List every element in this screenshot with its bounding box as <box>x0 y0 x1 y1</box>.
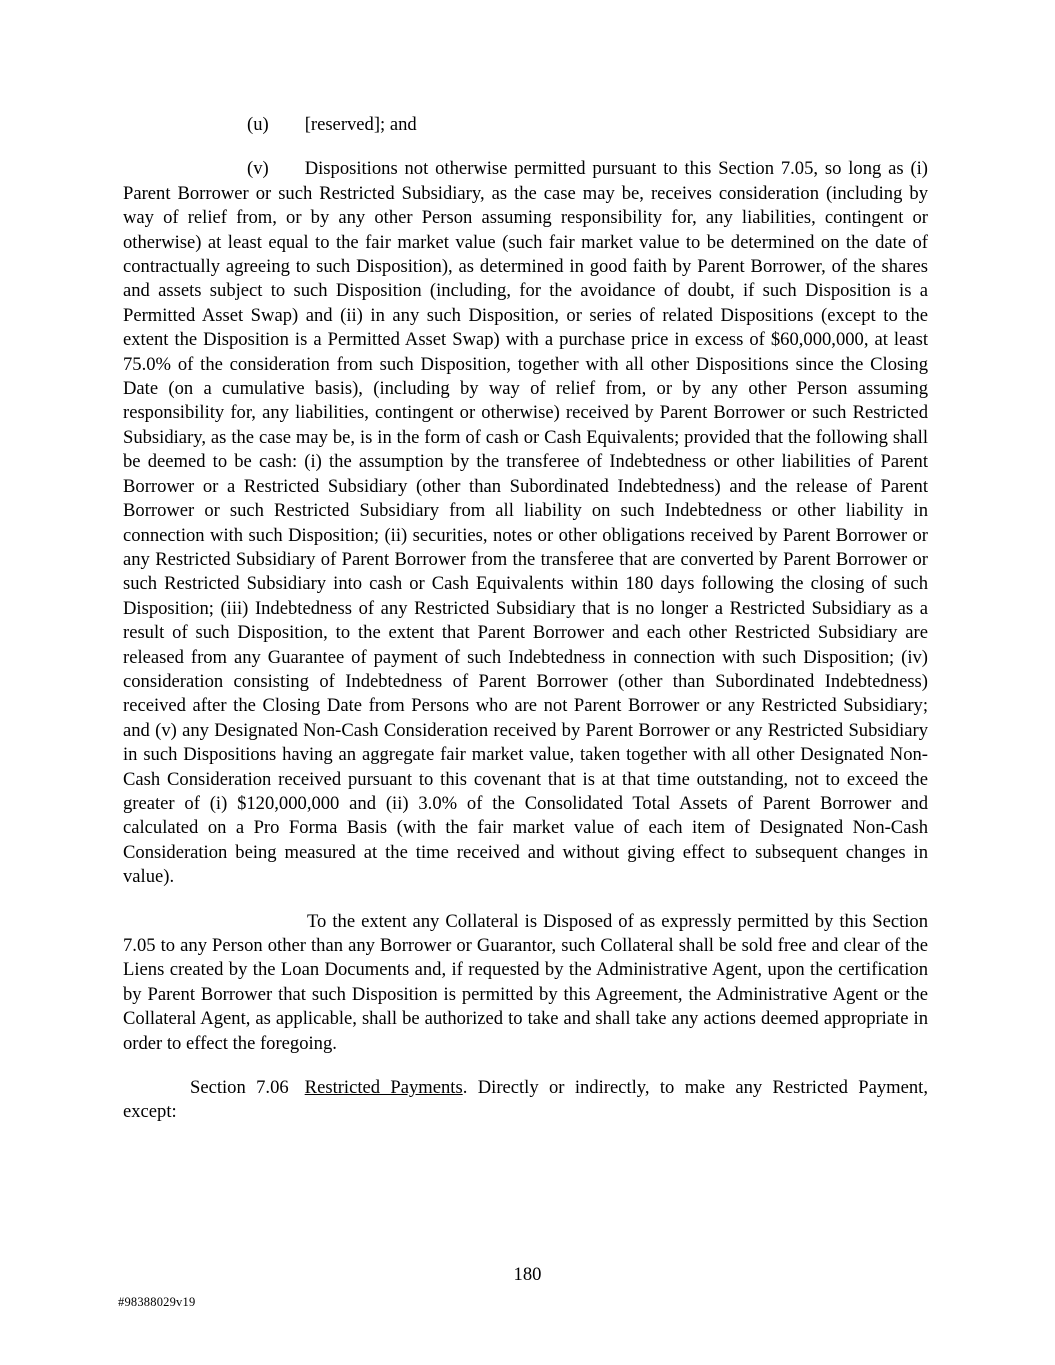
section-706-title: Restricted Payments <box>304 1077 463 1099</box>
paragraph-section-706 <box>123 1076 928 1125</box>
section-706-label: Section 7.06 <box>190 1077 289 1099</box>
paragraph-u <box>123 113 928 137</box>
paragraph-collateral <box>123 910 928 1056</box>
paragraph-v-label: (v) <box>247 158 269 180</box>
paragraph-v-text: Dispositions not otherwise permitted pursuant to this Section 7.05, so long as (i) Parent Borrower or such Restricted Subsidiary, as the case may be, receives consideration (including by way of relief from, or by any other Person assuming responsibility for, any liabilities, contingent or otherwise) at least equal to the fair market value (such fair market value to be determined on the date of contractually agreeing to such Disposition), as determined in good faith by Parent Borrower, of the shares and assets subject to such Disposition (including, for the avoidance of doubt, if such Disposition is a Permitted Asset Swap) and (ii) in any such Disposition, or series of related Dispositions (except to the extent the Disposition is a Permitted Asset Swap) with a purchase price in excess of $60,000,000, at least 75.0% of the consideration from such Disposition, together with all other Dispositions since the Closing Date (on a cumulative basis), (including by way of relief from, or by any other Person assuming responsibility for, any liabilities, contingent or otherwise) received by Parent Borrower or such Restricted Subsidiary, as the case may be, is in the form of cash or Cash Equivalents; provided that the following shall be deemed to be cash: (i) the assumption by the transferee of Indebtedness or other liabilities of Parent Borrower or a Restricted Subsidiary (other than Subordinated Indebtedness) and the release of Parent Borrower or such Restricted Subsidiary from all liability on such Indebtedness or other liability in connection with such Disposition; (ii) securities, notes or other obligations received by Parent Borrower or any Restricted Subsidiary of Parent Borrower from the transferee that are converted by Parent Borrower or such Restricted Subsidiary into cash or Cash Equivalents within 180 days following the closing of such Disposition; (iii) Indebtedness of any Restricted Subsidiary that is no longer a Restricted Subsidiary as a result of such Disposition, to the extent that Parent Borrower and each other Restricted Subsidiary are released from any Guarantee of payment of such Indebtedness in connection with such Disposition; (iv) consideration consisting of Indebtedness of Parent Borrower (other than Subordinated Indebtedness) received after the Closing Date from Persons who are not Parent Borrower or any Restricted Subsidiary; and (v) any Designated Non-Cash Consideration received by Parent Borrower or any Restricted Subsidiary in such Dispositions having an aggregate fair market value, taken together with all other Designated Non-Cash Consideration received pursuant to this covenant that is at that time outstanding, not to exceed the greater of (i) $120,000,000 and (ii) 3.0% of the Consolidated Total Assets of Parent Borrower and calculated on a Pro Forma Basis (with the fair market value of each item of Designated Non-Cash Consideration being measured at the time received and without giving effect to subsequent changes in value). <box>123 158 928 888</box>
document-id-footer: #98388029v19 <box>118 1295 196 1309</box>
paragraph-v <box>123 157 928 889</box>
section-706-text: . Directly or indirectly, to make any Restricted Payment, except: <box>123 1077 928 1123</box>
paragraph-u-text: [reserved]; and <box>304 114 417 135</box>
paragraph-u-label: (u) <box>247 114 269 135</box>
paragraph-collateral-text: To the extent any Collateral is Disposed of as expressly permitted by this Section 7.05 to any Person other than any Borrower or Guarantor, such Collateral shall be sold free and clear of the Liens created by the Loan Documents and, if requested by the Administrative Agent, upon the certification by Parent Borrower that such Disposition is permitted by this Agreement, the Administrative Agent or the Collateral Agent, as applicable, shall be authorized to take and shall take any actions deemed appropriate in order to effect the foregoing. <box>123 910 928 1054</box>
page-number: 180 <box>513 1264 542 1285</box>
